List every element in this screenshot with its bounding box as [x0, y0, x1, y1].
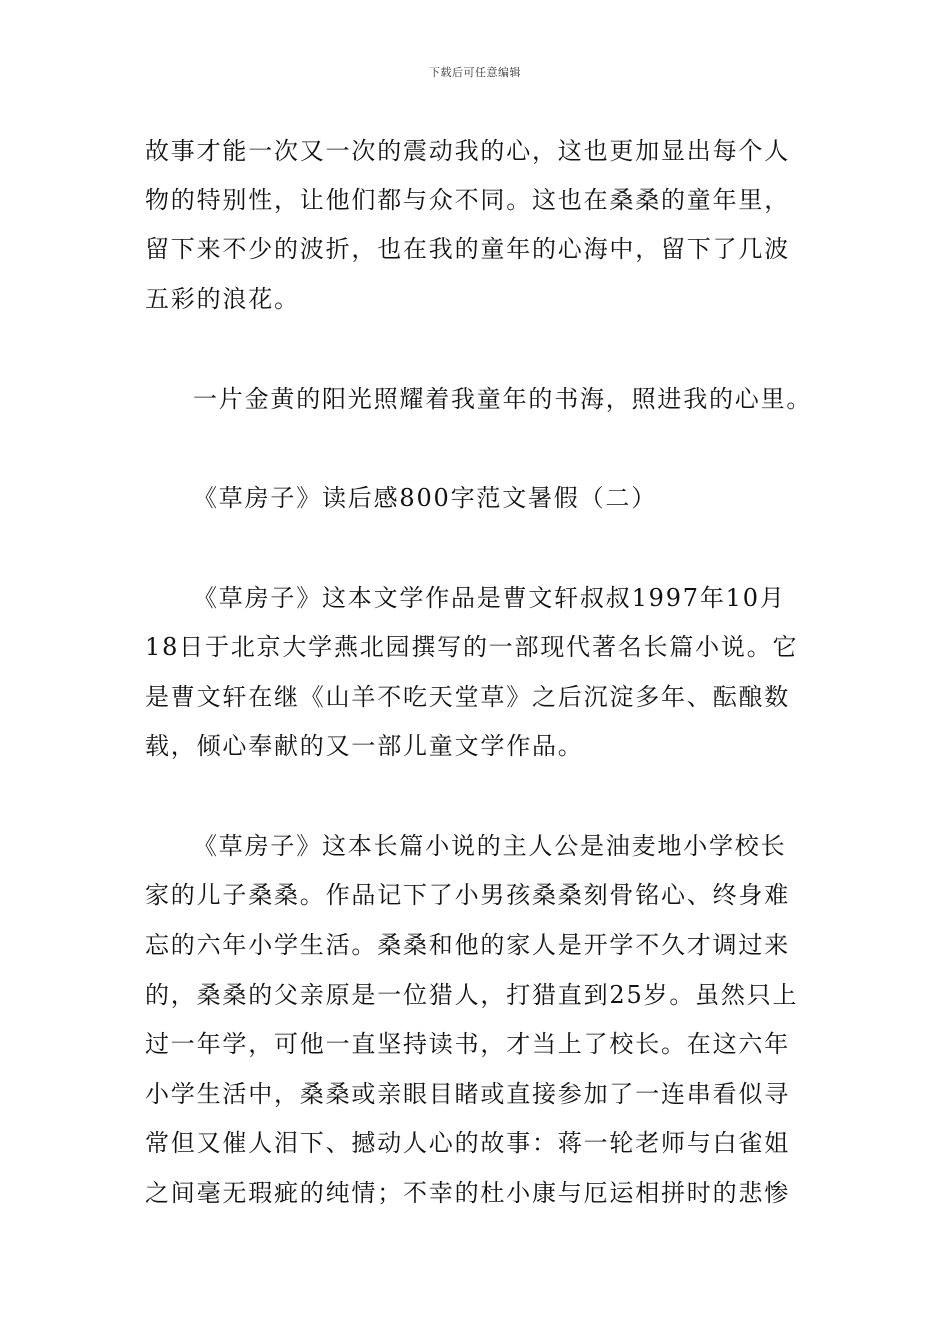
paragraph-2-line-1: 一片金黄的阳光照耀着我童年的书海，照进我的心里。 — [193, 385, 813, 413]
paragraph-4-line-3: 忘的六年小学生活。桑桑和他的家人是开学不久才调过来 — [145, 931, 790, 959]
paragraph-4-line-6: 小学生活中，桑桑或亲眼目睹或直接参加了一连串看似寻 — [145, 1080, 790, 1108]
paragraph-3-line-4: 载，倾心奉献的又一部儿童文学作品。 — [145, 732, 584, 760]
paragraph-4-line-2: 家的儿子桑桑。作品记下了小男孩桑桑刻骨铭心、终身难 — [145, 881, 790, 909]
paragraph-3-line-3: 是曹文轩在继《山羊不吃天堂草》之后沉淀多年、酝酿数 — [145, 683, 790, 711]
section-heading: 《草房子》读后感800字范文暑假（二） — [193, 484, 658, 512]
paragraph-3-line-1: 《草房子》这本文学作品是曹文轩叔叔1997年10月 — [193, 584, 786, 612]
paragraph-4-line-5: 过一年学，可他一直坚持读书，才当上了校长。在这六年 — [145, 1030, 790, 1058]
paragraph-1-line-1: 故事才能一次又一次的震动我的心，这也更加显出每个人 — [145, 137, 790, 165]
paragraph-3-line-2: 18日于北京大学燕北园撰写的一部现代著名长篇小说。它 — [145, 633, 799, 661]
paragraph-1-line-4: 五彩的浪花。 — [145, 285, 300, 313]
paragraph-4-line-1: 《草房子》这本长篇小说的主人公是油麦地小学校长 — [193, 832, 787, 860]
paragraph-4-line-7: 常但又催人泪下、撼动人心的故事：蒋一轮老师与白雀姐 — [145, 1129, 790, 1157]
paragraph-1-line-2: 物的特别性，让他们都与众不同。这也在桑桑的童年里， — [145, 186, 790, 214]
paragraph-4-line-4: 的，桑桑的父亲原是一位猎人，打猎直到25岁。虽然只上 — [145, 981, 799, 1009]
paragraph-4-line-8: 之间毫无瑕疵的纯情；不幸的杜小康与厄运相拼时的悲惨 — [145, 1179, 790, 1207]
paragraph-1-line-3: 留下来不少的波折，也在我的童年的心海中，留下了几波 — [145, 235, 790, 263]
page-header: 下载后可任意编辑 — [429, 66, 521, 79]
